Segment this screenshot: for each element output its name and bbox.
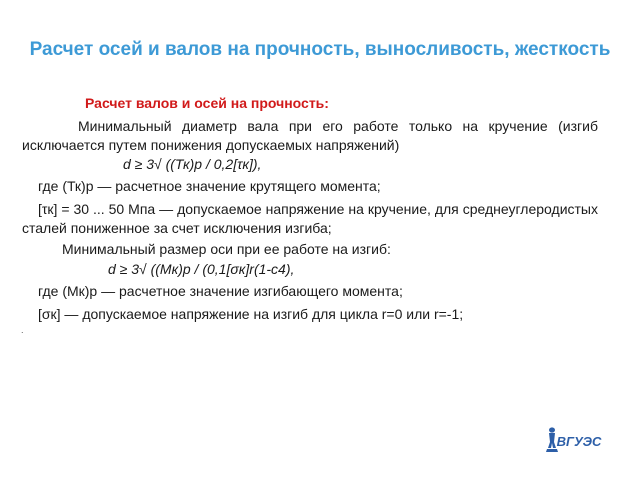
university-logo (545, 424, 603, 456)
paragraph-axle-bending: Минимальный размер оси при ее работе на изгиб: (62, 241, 391, 257)
definition-allowable-bending: [σк] — допускаемое напряжение на изгиб для цикла r=0 или r=-1; (38, 306, 464, 322)
stray-bullet-dot: . (21, 325, 24, 335)
formula-shaft-diameter: d ≥ 3√ ((Тк)р / 0,2[τк]), (123, 156, 262, 172)
paragraph-min-diameter: Минимальный диаметр вала при его работе только на кручение (изгиб исключается путем понижения допускаемых напряжений) (22, 118, 598, 153)
university-logo-text: ВГУЭС (556, 434, 602, 449)
formula-axle-diameter: d ≥ 3√ ((Мк)р / (0,1[σк]r(1-c4), (108, 261, 295, 277)
slide-title: Расчет осей и валов на прочность, выносливость, жесткость (29, 39, 611, 60)
section-subheading: Расчет валов и осей на прочность: (85, 95, 329, 111)
definition-torque: где (Тк)р — расчетное значение крутящего момента; (38, 178, 381, 194)
slide-content (22, 94, 598, 324)
paragraph-allowable-torsion: [τк] = 30 ... 50 Мпа — допускаемое напряжение на кручение, для среднеуглеродистых сталей пониженное за счет исключения изгиба; (22, 201, 598, 236)
definition-bending-moment: где (Мк)р — расчетное значение изгибающего момента; (38, 283, 403, 299)
university-logo-mark (545, 424, 603, 456)
